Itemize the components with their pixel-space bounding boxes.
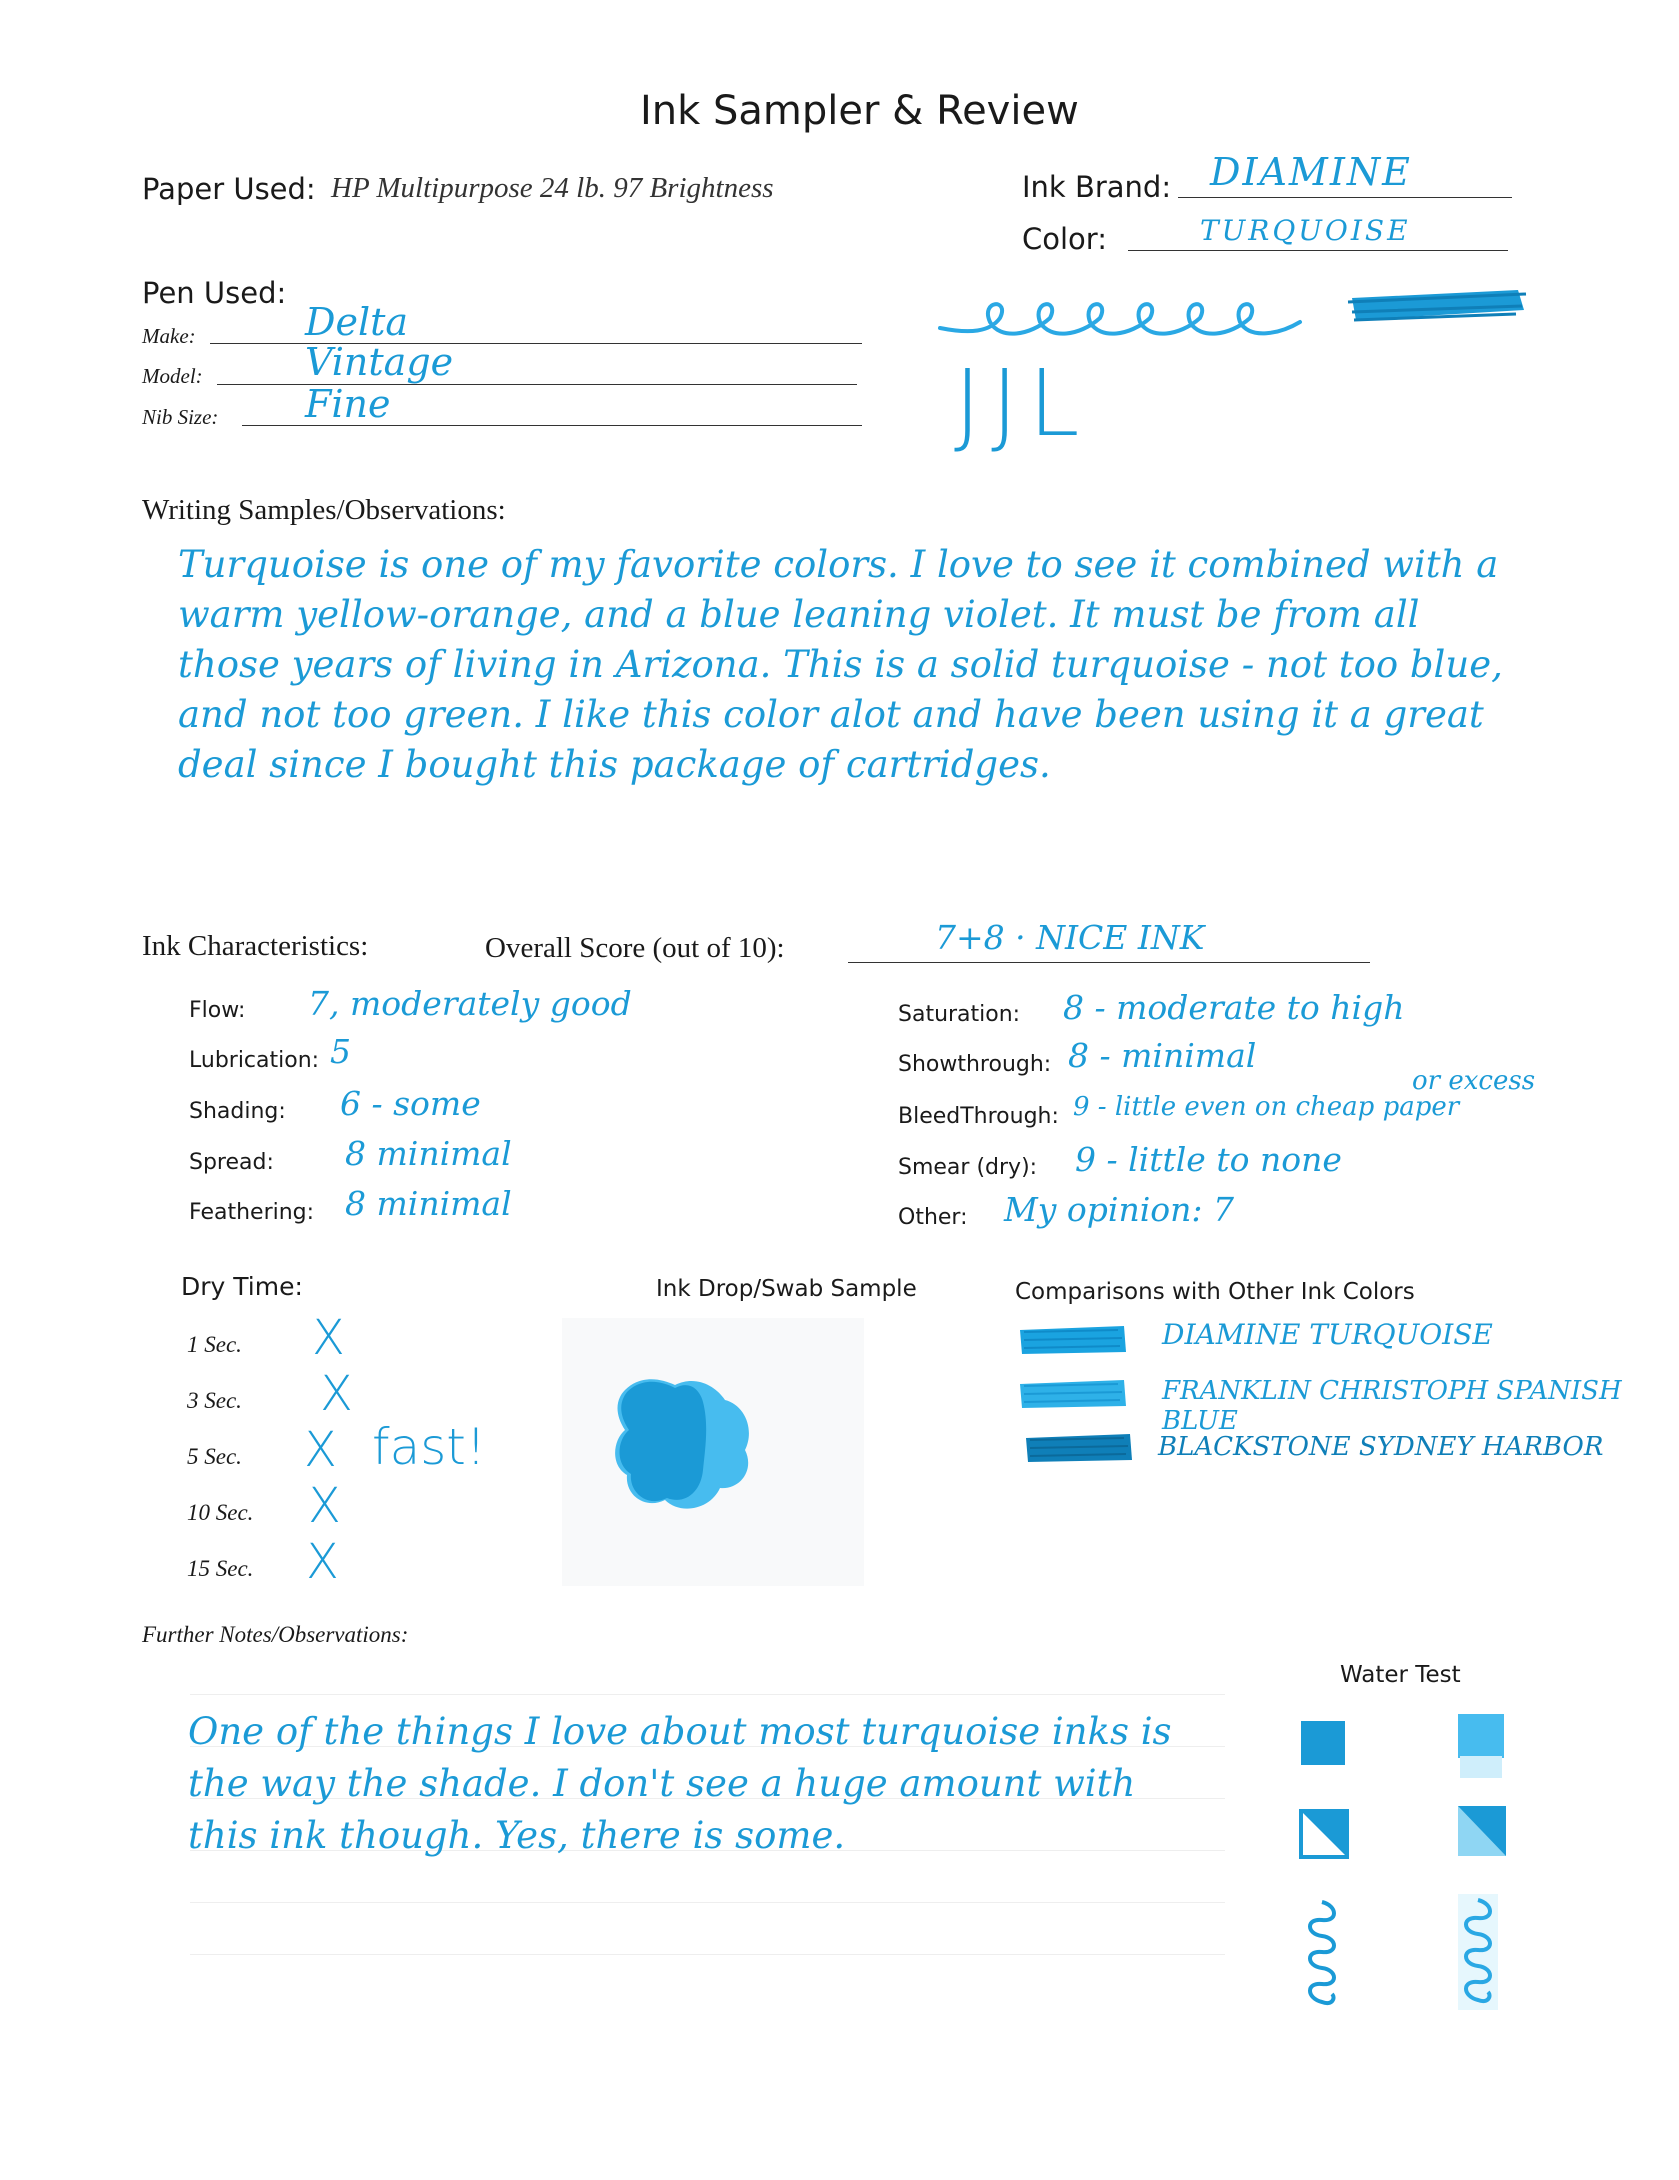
saturation-value: 8 - moderate to high <box>1063 988 1405 1027</box>
other-value: My opinion: 7 <box>1004 1190 1235 1229</box>
feathering-label: Feathering: <box>189 1200 315 1225</box>
dry-time-row-1-mark: X <box>312 1310 345 1366</box>
water-test-dry-square <box>1298 1718 1348 1768</box>
showthrough-value: 8 - minimal <box>1068 1036 1257 1075</box>
comparisons-heading: Comparisons with Other Ink Colors <box>1015 1279 1415 1305</box>
dry-time-row-2-label: 3 Sec. <box>187 1388 242 1413</box>
dry-time-row-3-mark: X <box>304 1422 337 1478</box>
dry-time-heading: Dry Time: <box>181 1272 303 1301</box>
comparison-1-swatch <box>1018 1322 1128 1358</box>
comparison-2-name: FRANKLIN CHRISTOPH SPANISH BLUE <box>1162 1376 1622 1436</box>
bleedthrough-value: 9 - little even on cheap paper <box>1073 1092 1460 1122</box>
writing-samples-text: Turquoise is one of my favorite colors. I love to see it combined with a warm yellow-orange, and a blue leaning violet. It must be from all those years of living in Arizona. This is a solid turquoise - not too blue, and not too green. I like this color alot and have been using it a great deal since I bought this package of cartridges. <box>178 543 1503 786</box>
ink-color-value: TURQUOISE <box>1200 214 1411 247</box>
notes-rule-1 <box>190 1694 1225 1695</box>
water-test-wet-triangle <box>1454 1800 1510 1864</box>
ink-color-line <box>1128 250 1508 251</box>
lubrication-value: 5 <box>330 1032 351 1071</box>
bleedthrough-label: BleedThrough: <box>898 1104 1059 1129</box>
bleedthrough-note: or excess <box>1412 1066 1536 1096</box>
other-label: Other: <box>898 1205 968 1230</box>
dry-time-row-4-mark: X <box>308 1478 341 1534</box>
paper-used-label: Paper Used: <box>142 172 316 206</box>
pen-nib-value: Fine <box>305 382 391 426</box>
dry-time-row-3-label: 5 Sec. <box>187 1444 242 1469</box>
loop-sample-scribble <box>940 288 1340 348</box>
water-test-heading: Water Test <box>1340 1662 1461 1688</box>
water-test-wet-square <box>1452 1706 1510 1782</box>
comparison-3-swatch <box>1024 1430 1134 1466</box>
spread-label: Spread: <box>189 1150 274 1175</box>
ink-brand-value: DIAMINE <box>1210 150 1412 194</box>
ink-brand-label: Ink Brand: <box>1022 170 1172 204</box>
ink-drop-swab <box>605 1370 765 1520</box>
page-title: Ink Sampler & Review <box>640 88 1079 134</box>
water-test-dry-triangle <box>1298 1808 1350 1860</box>
flow-value: 7, moderately good <box>308 984 632 1023</box>
ink-characteristics-heading: Ink Characteristics: <box>142 930 369 962</box>
water-test-dry-loops <box>1302 1898 1342 2008</box>
dry-time-row-5-mark: X <box>306 1534 339 1590</box>
dry-time-row-1-label: 1 Sec. <box>187 1332 242 1357</box>
water-test-wet-loops <box>1456 1894 1500 2010</box>
overall-score-label: Overall Score (out of 10): <box>485 932 785 964</box>
smear-value: 9 - little to none <box>1075 1140 1342 1179</box>
overall-score-value: 7+8 · NICE INK <box>935 918 1205 957</box>
comparison-1-name: DIAMINE TURQUOISE <box>1162 1318 1493 1351</box>
ink-color-label: Color: <box>1022 222 1107 256</box>
spread-value: 8 minimal <box>345 1134 512 1173</box>
shading-label: Shading: <box>189 1099 286 1124</box>
pen-used-heading: Pen Used: <box>142 276 287 310</box>
pen-model-value: Vintage <box>305 340 454 384</box>
dry-time-row-2-mark: X <box>320 1366 353 1422</box>
notes-rule-6 <box>190 1954 1225 1955</box>
dry-time-row-5-label: 15 Sec. <box>187 1556 254 1581</box>
comparison-3-name: BLACKSTONE SYDNEY HARBOR <box>1158 1432 1604 1462</box>
smear-label: Smear (dry): <box>898 1155 1038 1180</box>
swatch-top-scribble <box>1348 280 1528 330</box>
ink-brand-line <box>1178 197 1512 198</box>
paper-used-value: HP Multipurpose 24 lb. 97 Brightness <box>331 172 774 204</box>
overall-score-line <box>848 962 1370 963</box>
pen-make-value: Delta <box>305 300 409 344</box>
pen-make-label: Make: <box>142 324 196 348</box>
pen-nib-label: Nib Size: <box>142 405 219 429</box>
swab-heading: Ink Drop/Swab Sample <box>656 1276 917 1302</box>
lubrication-label: Lubrication: <box>189 1048 320 1073</box>
jjl-sample: JJL <box>954 350 1090 457</box>
notes-rule-5 <box>190 1902 1225 1903</box>
showthrough-label: Showthrough: <box>898 1052 1052 1077</box>
pen-model-label: Model: <box>142 364 203 388</box>
shading-value: 6 - some <box>340 1084 481 1123</box>
dry-time-row-4-label: 10 Sec. <box>187 1500 254 1525</box>
further-notes-heading: Further Notes/Observations: <box>142 1622 409 1647</box>
writing-samples-heading: Writing Samples/Observations: <box>142 494 506 526</box>
feathering-value: 8 minimal <box>345 1184 512 1223</box>
further-notes-text: One of the things I love about most turquoise inks is the way the shade. I don't see a huge amount with this ink though. Yes, there is some. <box>188 1710 1172 1857</box>
flow-label: Flow: <box>189 998 246 1023</box>
saturation-label: Saturation: <box>898 1002 1021 1027</box>
dry-time-note: fast! <box>372 1418 486 1476</box>
comparison-2-swatch <box>1018 1376 1128 1412</box>
